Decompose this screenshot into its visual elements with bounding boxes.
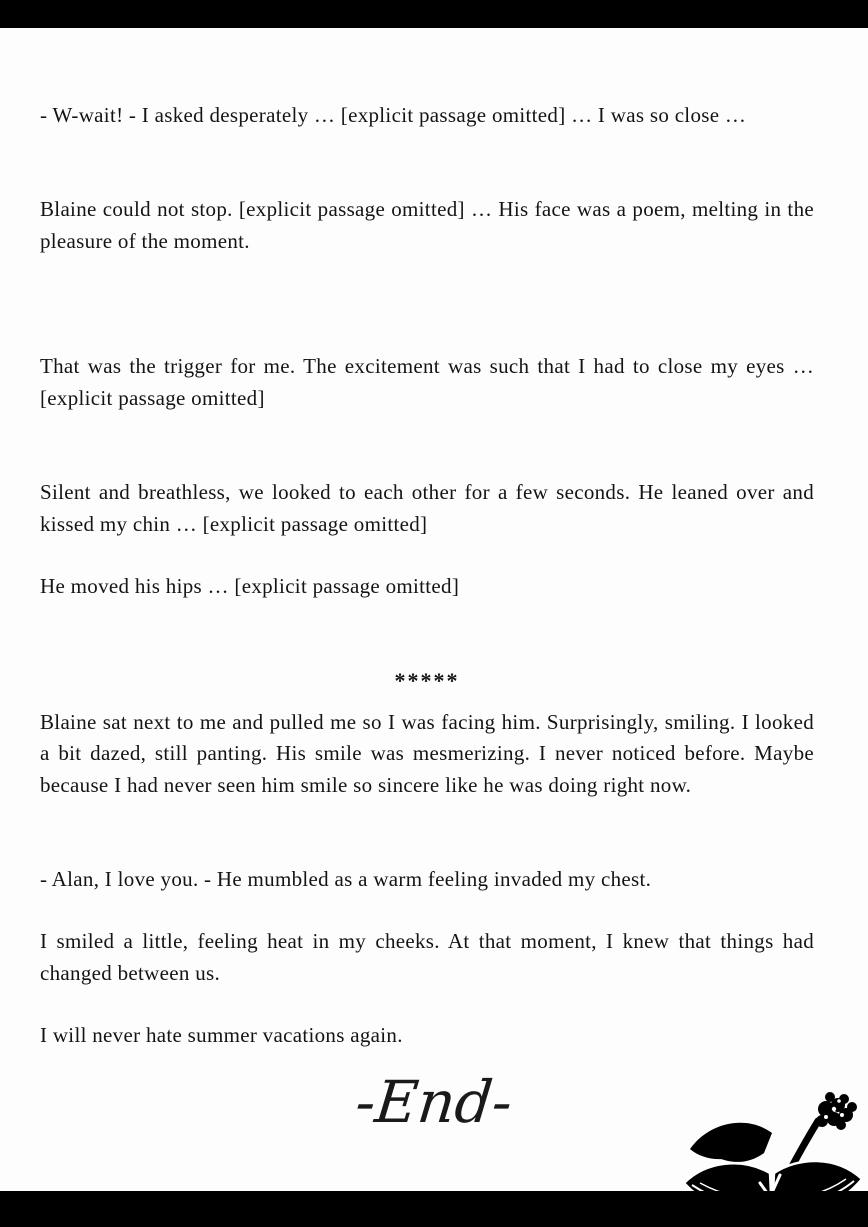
paragraph: He moved his hips … [explicit passage omitted] (40, 574, 460, 598)
scene-separator: ***** (394, 668, 460, 693)
paragraph: That was the trigger for me. The excitement was such that I had to close my eyes … [explicit passage omitted] (40, 354, 814, 410)
top-letterbox-bar (0, 0, 868, 28)
paragraph: Silent and breathless, we looked to each other for a few seconds. He leaned over and kissed my chin … [explicit passage omitted] (40, 480, 814, 536)
end-mark: -End- (352, 1068, 516, 1136)
paragraph: Blaine sat next to me and pulled me so I was facing him. Surprisingly, smiling. I looked a bit dazed, still panting. His smile was mesmerizing. I never noticed before. Maybe because I had never seen him smile so sincere like he was doing right now. (40, 709, 814, 797)
paragraph: I smiled a little, feeling heat in my cheeks. At that moment, I knew that things had changed between us. (40, 929, 814, 985)
paragraph: I will never hate summer vacations again. (40, 1023, 403, 1047)
paragraph: - W-wait! - I asked desperately … [explicit passage omitted] … I was so close … (40, 103, 747, 127)
paragraph: Blaine could not stop. [explicit passage omitted] … His face was a poem, melting in the pleasure of the moment. (40, 197, 814, 253)
bottom-letterbox-bar (0, 1191, 868, 1227)
paragraph: - Alan, I love you. - He mumbled as a warm feeling invaded my chest. (40, 866, 652, 891)
story-text-column (40, 100, 814, 1083)
